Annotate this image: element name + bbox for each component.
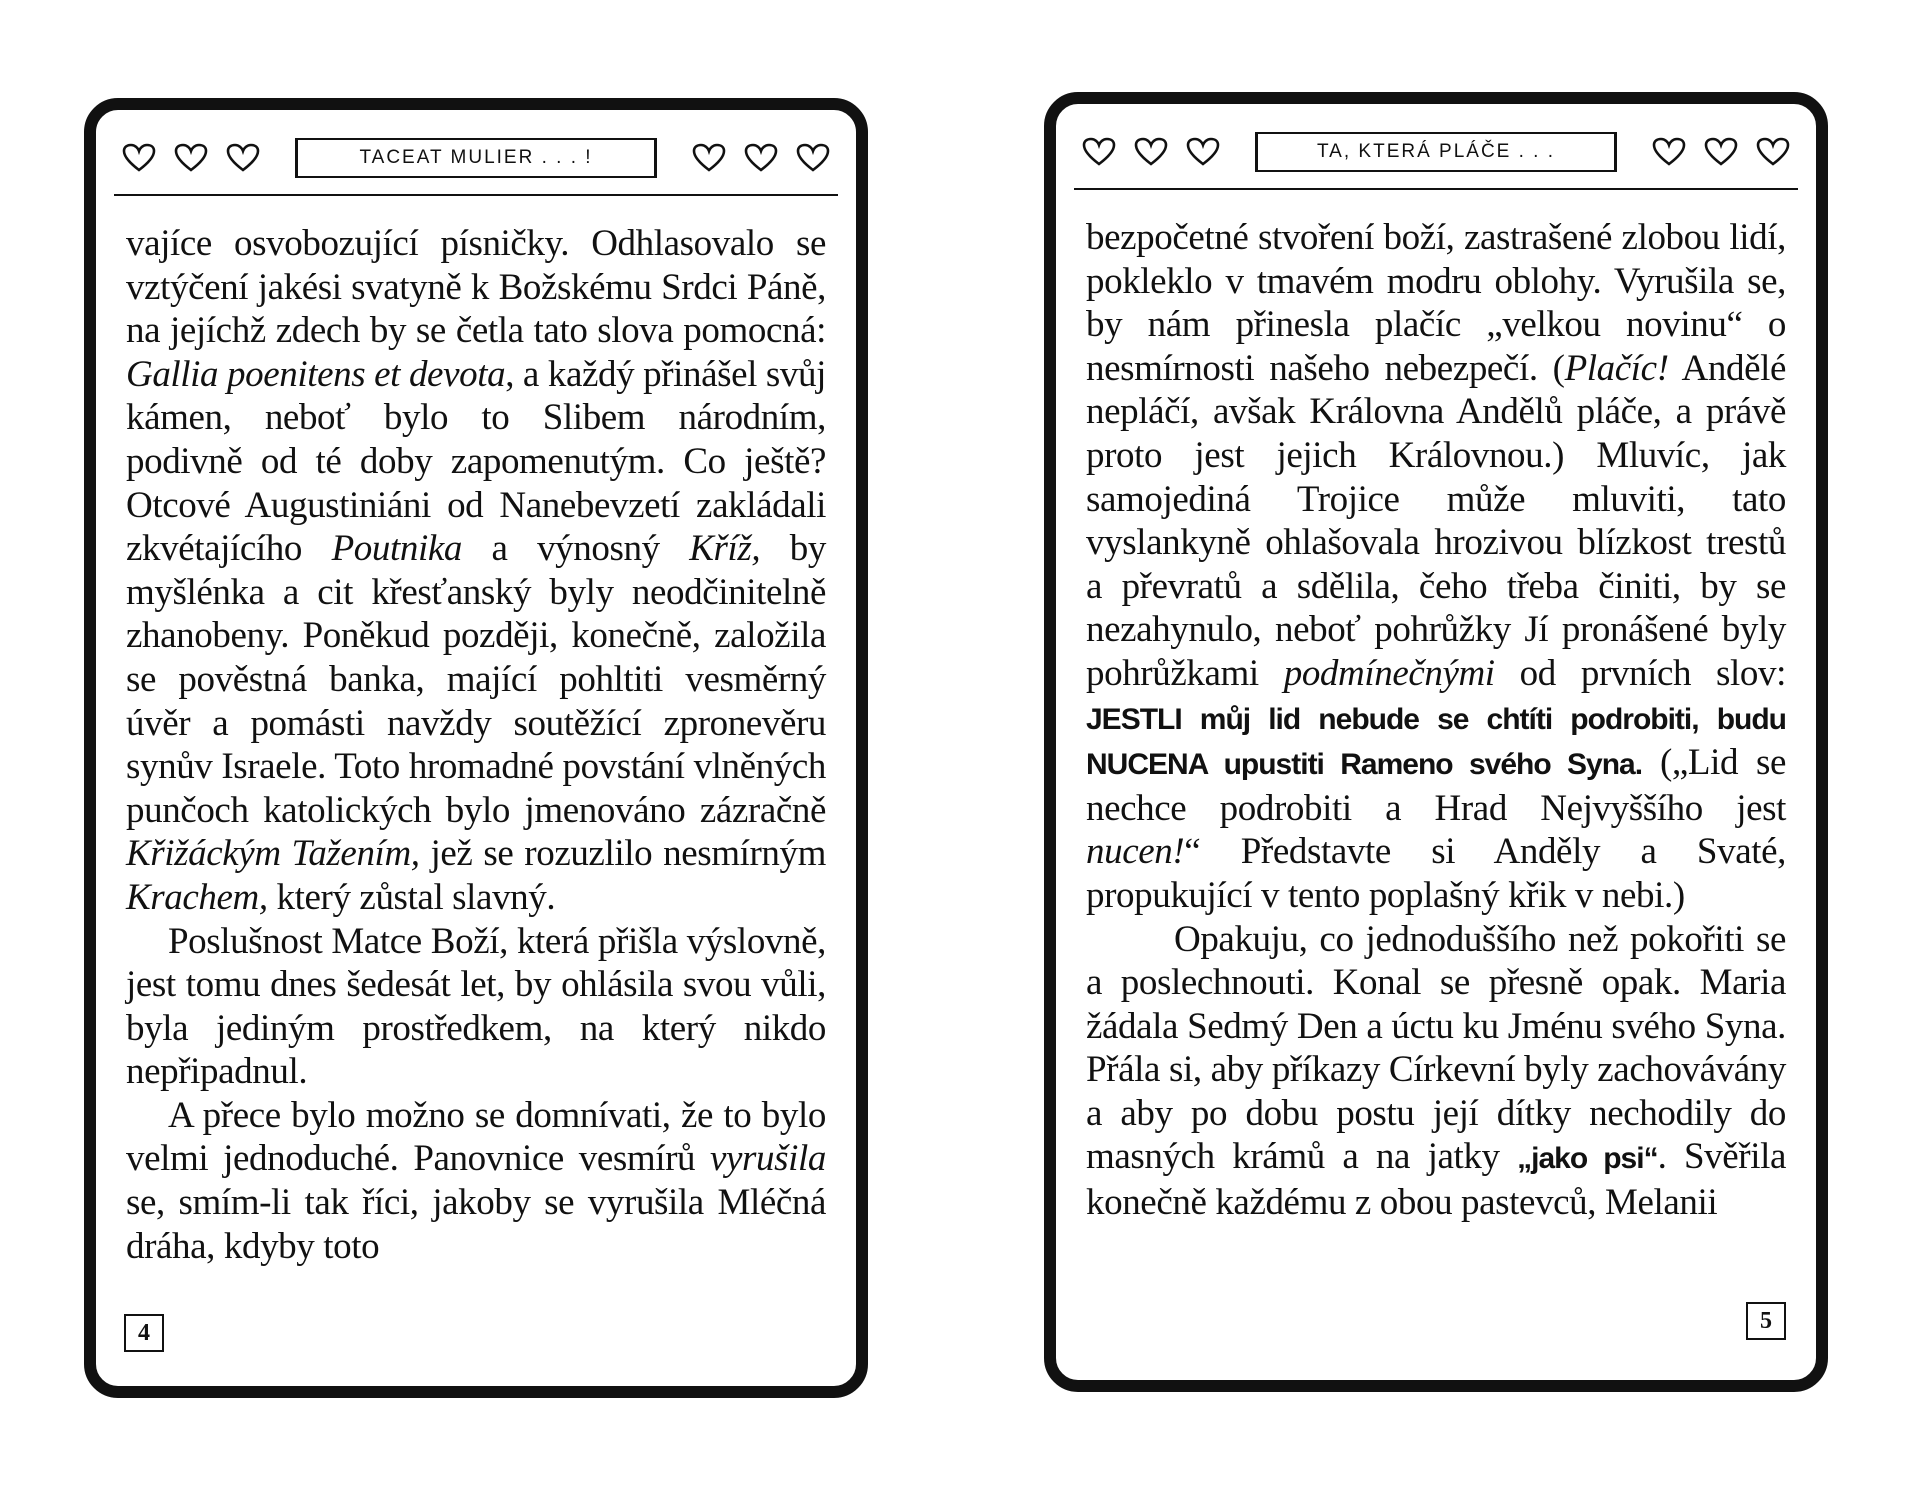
page-number: 4	[124, 1314, 164, 1352]
heart-icon	[1082, 137, 1116, 167]
header-rule	[1074, 188, 1798, 190]
paragraph	[126, 222, 826, 920]
italic-run: Plačíc!	[1564, 347, 1669, 389]
bold-run: JESTLI můj lid nebude se chtíti podrobiti, budu NUCENA upustiti Rameno svého Syna.	[1086, 702, 1786, 782]
page-header	[122, 128, 830, 188]
heart-icon	[1704, 137, 1738, 167]
text-run: který zůstal slavný.	[267, 876, 556, 918]
italic-run: Krachem,	[126, 876, 268, 918]
italic-run: nucen!	[1086, 831, 1185, 873]
left-page	[84, 98, 868, 1398]
body-text	[1086, 216, 1786, 1225]
heart-ornaments-right	[1652, 137, 1790, 167]
text-run: Poslušnost Matce Boží, která přišla výslovně, jest tomu dnes šedesát let, by ohlásila svou vůli, byla jediným prostředkem, na který nikdo nepřipadnul.	[126, 920, 826, 1093]
text-run: se, smím-li tak říci, jakoby se vyrušila Mléčná dráha, kdyby toto	[126, 1182, 826, 1267]
heart-icon	[1652, 137, 1686, 167]
text-run: A přece bylo možno se domnívati, že to bylo velmi jednoduché. Panovnice vesmírů	[126, 1094, 826, 1180]
heart-ornaments-left	[1082, 137, 1220, 167]
running-title: TACEAT MULIER . . . !	[295, 138, 657, 178]
italic-run: Poutnika	[331, 528, 462, 570]
heart-icon	[1756, 137, 1790, 167]
italic-run: Křižáckým Tažením,	[126, 833, 420, 875]
body-text	[126, 222, 826, 1268]
text-run: („Lid se nechce podrobiti a Hrad Nejvyššího jest	[1086, 742, 1786, 829]
heart-icon	[174, 143, 208, 173]
text-run: a výnosný	[461, 528, 690, 570]
heart-icon	[122, 143, 156, 173]
heart-icon	[1134, 137, 1168, 167]
italic-run: podmínečnými	[1283, 652, 1495, 694]
text-run: “ Představte si Anděly a Svaté, propukující v tento poplašný křik v nebi.)	[1086, 831, 1786, 916]
text-run: jež se rozuzlilo nesmírným	[419, 833, 826, 875]
italic-run: Kříž,	[689, 528, 761, 570]
text-run: , a každý přinášel svůj kámen, neboť bylo to Slibem národním, podivně od té doby zapomenutým. Co ještě? Otcové Augustiniáni od Nanebevzetí zakládali zkvétajícího	[126, 353, 826, 570]
heart-icon	[226, 143, 260, 173]
text-run: bezpočetné stvoření boží, zastrašené zlobou lidí, pokleklo v tmavém modru oblohy. Vyrušila se, by nám přinesla plačíc „velkou novinu“ o nesmírnosti našeho nebezpečí. (	[1086, 217, 1786, 389]
italic-run: Gallia poenitens et devota	[126, 353, 506, 395]
text-run: vajíce osvobozující písničky. Odhlasovalo se vztýčení jakési svatyně k Božskému Srdci Páně, na jejíchž zdech by se četla tato slova pomocná:	[126, 223, 826, 352]
heart-icon	[1186, 137, 1220, 167]
bold-run: „jako psi“	[1517, 1142, 1658, 1176]
right-page	[1044, 92, 1828, 1392]
heart-icon	[744, 143, 778, 173]
paragraph	[126, 1094, 826, 1268]
heart-icon	[692, 143, 726, 173]
page-header	[1082, 122, 1790, 182]
header-rule	[114, 194, 838, 196]
paragraph	[1086, 918, 1786, 1225]
text-run: od prvních slov:	[1494, 652, 1787, 694]
paragraph	[1086, 216, 1786, 918]
heart-icon	[796, 143, 830, 173]
running-title: TA, KTERÁ PLÁČE . . .	[1255, 132, 1617, 172]
page-number: 5	[1746, 1302, 1786, 1340]
heart-ornaments-right	[692, 143, 830, 173]
text-run: . Svěřila konečně každému z obou pastevců, Melanii	[1086, 1136, 1786, 1224]
heart-ornaments-left	[122, 143, 260, 173]
paragraph	[126, 920, 826, 1094]
text-run: by myšlénka a cit křesťanský byly neodčinitelně zhanobeny. Poněkud později, konečně, založila se pověstná banka, mající pohltiti vesměrný úvěr a pomásti navždy soutěžící zpronevěru synův Israele. Toto hromadné povstání vlněných punčoch katolických bylo jmenováno zázračně	[126, 528, 827, 831]
italic-run: vyrušila	[709, 1138, 826, 1180]
text-run: Opakuju, co jednoduššího než pokořiti se a poslechnouti. Konal se přesně opak. Maria žádala Sedmý Den a úctu ku Jménu svého Syna. Přála si, aby příkazy Církevní byly zachovávány a aby po dobu postu její dítky nechodily do masných krámů a na jatky	[1086, 918, 1786, 1178]
text-run: Andělé nepláčí, avšak Královna Andělů pláče, a právě proto jest jejich Královnou.) Mluvíc, jak samojediná Trojice může mluviti, tato vyslankyně ohlašovala hrozivou blízkost trestů a převratů a sdělila, čeho třeba činiti, by se nezahynulo, neboť pohrůžky Jí pronášené byly pohrůžkami	[1086, 347, 1786, 694]
